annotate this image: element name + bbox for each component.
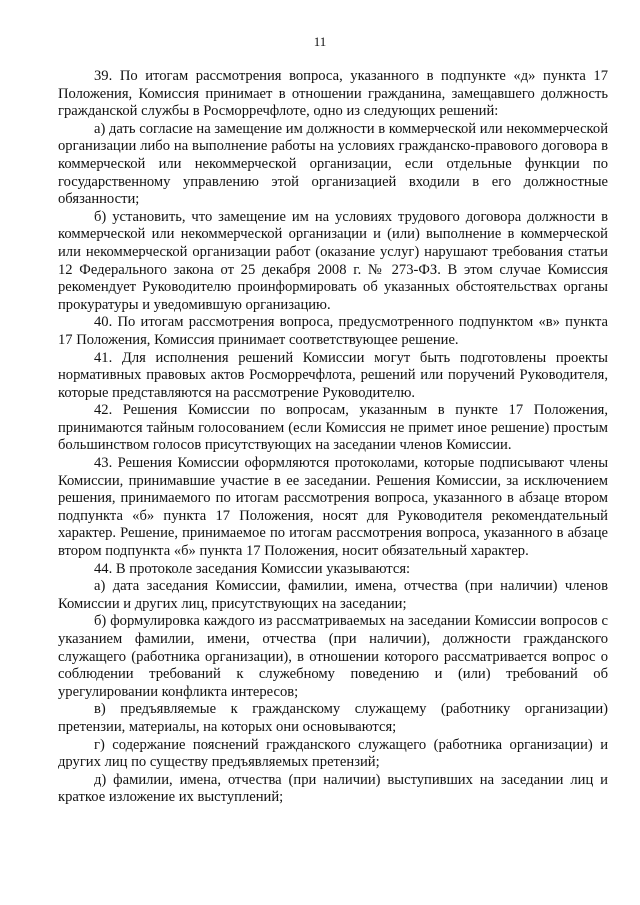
page-number: 11: [313, 34, 327, 49]
paragraph-39-a: а) дать согласие на замещение им должности в коммерческой или некоммерческой организации либо на выполнение работы на условиях гражданско-правового договора в коммерческой или некоммерческой организации, если отдельные функции по государственному управлению этой организацией входили в его должностные обязанности;: [58, 120, 608, 208]
paragraph-43: 43. Решения Комиссии оформляются протоколами, которые подписывают члены Комиссии, принимавшие участие в ее заседании. Решения Комиссии, за исключением решения, принимаемого по итогам рассмотрения вопроса, указанного в абзаце втором подпункта «б» пункта 17 Положения, носят для Руководителя рекомендательный характер. Решение, принимаемое по итогам рассмотрения вопроса, указанного в абзаце втором подпункта «б» пункта 17 Положения, носит обязательный характер.: [58, 455, 608, 560]
paragraph-40: 40. По итогам рассмотрения вопроса, предусмотренного подпунктом «в» пункта 17 Положения, Комиссия принимает соответствующее решение.: [58, 314, 608, 348]
document-body: [58, 68, 608, 807]
paragraph-44-v: в) предъявляемые к гражданскому служащему (работнику организации) претензии, материалы, на которых они основываются;: [58, 701, 608, 735]
paragraph-44-a: а) дата заседания Комиссии, фамилии, имена, отчества (при наличии) членов Комиссии и других лиц, присутствующих на заседании;: [58, 578, 608, 612]
paragraph-44-g: г) содержание пояснений гражданского служащего (работника организации) и других лиц по существу предъявляемых претензий;: [58, 736, 608, 771]
paragraph-41: 41. Для исполнения решений Комиссии могут быть подготовлены проекты нормативных правовых актов Росморречфлота, решений или поручений Руководителя, которые представляются на рассмотрение Руководителю.: [58, 349, 608, 401]
paragraph-44: 44. В протоколе заседания Комиссии указываются:: [94, 560, 411, 577]
paragraph-39-b: б) установить, что замещение им на условиях трудового договора должности в коммерческой или некоммерческой организации и (или) выполнение в коммерческой или некоммерческой организации работ (оказание услуг) нарушают требования статьи 12 Федерального закона от 25 декабря 2008 г. № 273-ФЗ. В этом случае Комиссия рекомендует Руководителю проинформировать об указанных обстоятельствах органы прокуратуры и уведомившую организацию.: [58, 208, 608, 313]
paragraph-44-d: д) фамилии, имена, отчества (при наличии) выступивших на заседании лиц и краткое изложение их выступлений;: [58, 771, 608, 806]
paragraph-39: 39. По итогам рассмотрения вопроса, указанного в подпункте «д» пункта 17 Положения, Комиссия принимает в отношении гражданина, замещавшего должность гражданской службы в Росморречфлоте, одно из следующих решений:: [58, 68, 608, 120]
paragraph-42: 42. Решения Комиссии по вопросам, указанным в пункте 17 Положения, принимаются тайным голосованием (если Комиссия не примет иное решение) простым большинством голосов присутствующих на заседании членов Комиссии.: [58, 402, 608, 454]
paragraph-44-b: б) формулировка каждого из рассматриваемых на заседании Комиссии вопросов с указанием фамилии, имени, отчества (при наличии), должности гражданского служащего (работника организации), в отношении которого рассматривается вопрос о соблюдении требований к служебному поведению и (или) требований об урегулировании конфликта интересов;: [58, 613, 608, 700]
